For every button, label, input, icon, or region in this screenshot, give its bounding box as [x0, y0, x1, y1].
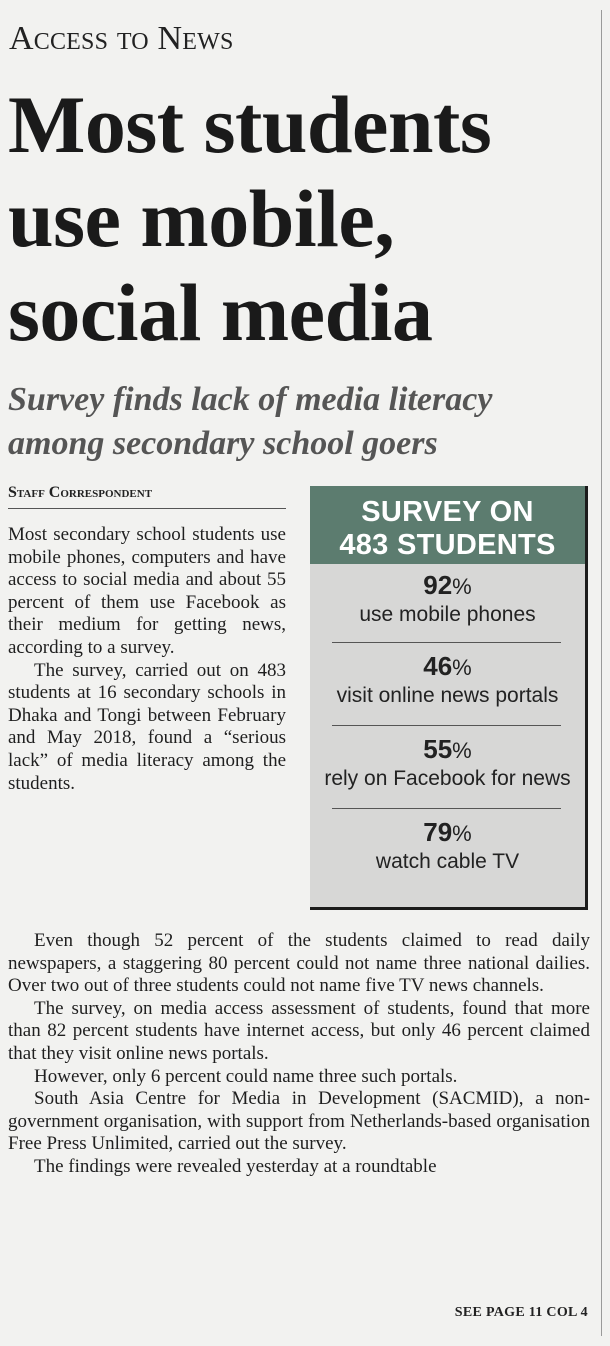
stat-unit: % [452, 738, 472, 763]
paragraph: The survey, on media access assessment of students, found that more than 82 percent students have internet access, but only 46 percent claimed that they visit online news portals. [8, 997, 590, 1064]
survey-title-line: SURVEY ON [361, 496, 534, 528]
stat-number: 79 [423, 817, 453, 847]
stat-unit: % [452, 655, 472, 680]
headline-line: use mobile, [8, 173, 395, 264]
article-column [8, 524, 286, 795]
stat-unit: % [452, 574, 472, 599]
stat-number: 55 [423, 734, 453, 764]
stat-label: visit online news portals [336, 684, 559, 707]
survey-stat [310, 564, 585, 642]
stat-label: watch cable TV [375, 850, 520, 873]
headline [8, 78, 598, 360]
section-kicker: Access to News [9, 20, 234, 57]
paragraph: The survey, carried out on 483 students at 16 secondary schools in Dhaka and Tongi between February and May 2018, found a “serious lack” of media literacy among the students. [8, 659, 286, 794]
paragraph: The findings were revealed yesterday at a roundtable [34, 1155, 437, 1177]
headline-line: Most students [8, 79, 492, 170]
survey-infobox [310, 486, 588, 910]
stat-value [310, 817, 585, 849]
stat-value [310, 651, 585, 683]
paragraph: Even though 52 percent of the students claimed to read daily newspapers, a staggering 80 percent could not name three national dailies. Over two out of three students could not name five TV news channels. [8, 930, 590, 997]
stat-value [310, 570, 585, 602]
paragraph: South Asia Centre for Media in Development (SACMID), a non-government organisation, with support from Netherlands-based organisation Free Press Unlimited, carried out the survey. [8, 1088, 590, 1155]
byline: Staff Correspondent [8, 484, 286, 509]
headline-line: social media [8, 267, 433, 358]
subheadline-line: among secondary school goers [8, 425, 438, 462]
column-rule [601, 10, 602, 1336]
survey-stat [310, 809, 585, 889]
stat-label: rely on Facebook for news [324, 767, 571, 790]
stat-label: use mobile phones [359, 603, 536, 626]
stat-number: 46 [423, 651, 453, 681]
survey-title-line: 483 STUDENTS [339, 529, 556, 561]
article-body [8, 930, 590, 1179]
survey-stat [310, 643, 585, 725]
subheadline-line: Survey finds lack of media literacy [8, 381, 493, 418]
paragraph: Most secondary school students use mobile phones, computers and have access to social media and about 55 percent of them use Facebook as their medium for getting news, according to a survey. [8, 524, 286, 658]
stat-value [310, 734, 585, 766]
stat-unit: % [452, 821, 472, 846]
subheadline [8, 378, 598, 466]
paragraph: However, only 6 percent could name three such portals. [34, 1065, 458, 1087]
stat-number: 92 [423, 570, 453, 600]
continuation-jump: SEE PAGE 11 COL 4 [454, 1305, 588, 1320]
survey-title [310, 486, 585, 564]
survey-stat [310, 726, 585, 808]
